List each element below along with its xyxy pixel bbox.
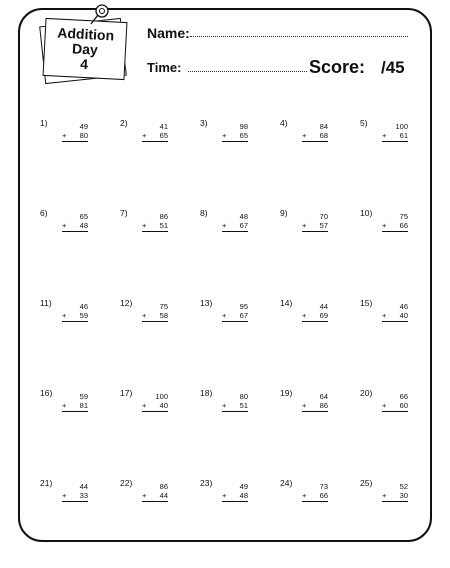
addend-top: 86	[159, 482, 168, 491]
plus-sign: +	[222, 401, 227, 410]
problem-number: 20)	[360, 388, 373, 398]
addend-bottom	[302, 131, 328, 142]
addend-top: 44	[79, 482, 88, 491]
plus-sign: +	[382, 221, 387, 230]
plus-sign: +	[382, 311, 387, 320]
addend-top: 48	[239, 212, 248, 221]
addend-bottom	[382, 311, 408, 322]
problem-number: 24)	[280, 478, 293, 488]
plus-sign: +	[222, 491, 227, 500]
addend-top: 65	[79, 212, 88, 221]
plus-sign: +	[302, 221, 307, 230]
addend-bottom-value: 61	[399, 131, 408, 140]
addend-top: 46	[79, 302, 88, 311]
problem-number: 18)	[200, 388, 213, 398]
problem-item	[120, 298, 200, 388]
addend-bottom	[302, 311, 328, 322]
addend-top: 84	[319, 122, 328, 131]
addend-bottom	[142, 491, 168, 502]
problem-number: 14)	[280, 298, 293, 308]
problem-grid	[40, 118, 420, 518]
problem-number: 25)	[360, 478, 373, 488]
addend-bottom	[222, 491, 248, 502]
plus-sign: +	[142, 401, 147, 410]
addend-bottom-value: 44	[159, 491, 168, 500]
problem-item	[40, 298, 120, 388]
plus-sign: +	[62, 491, 67, 500]
addend-top: 49	[239, 482, 248, 491]
problem-number: 4)	[280, 118, 288, 128]
addend-top: 49	[79, 122, 88, 131]
addend-bottom-value: 80	[79, 131, 88, 140]
plus-sign: +	[222, 131, 227, 140]
plus-sign: +	[302, 401, 307, 410]
problem-number: 5)	[360, 118, 368, 128]
plus-sign: +	[62, 221, 67, 230]
addend-bottom-value: 48	[79, 221, 88, 230]
problem-number: 1)	[40, 118, 48, 128]
addend-bottom	[302, 221, 328, 232]
addend-bottom-value: 81	[79, 401, 88, 410]
addend-bottom	[142, 221, 168, 232]
problem-item	[40, 388, 120, 478]
problem-number: 6)	[40, 208, 48, 218]
problem-number: 3)	[200, 118, 208, 128]
problem-number: 22)	[120, 478, 133, 488]
addend-top: 59	[79, 392, 88, 401]
addend-top: 86	[159, 212, 168, 221]
problem-item	[360, 388, 440, 478]
addend-top: 41	[159, 122, 168, 131]
title-line-2: Day	[71, 39, 99, 58]
addend-bottom-value: 57	[319, 221, 328, 230]
time-label: Time:	[147, 60, 182, 75]
score-label: Score:	[309, 57, 366, 77]
problem-number: 10)	[360, 208, 373, 218]
addend-bottom-value: 51	[159, 221, 168, 230]
problem-number: 12)	[120, 298, 133, 308]
addend-top: 70	[319, 212, 328, 221]
problem-number: 19)	[280, 388, 293, 398]
addend-bottom	[62, 491, 88, 502]
time-field[interactable]	[188, 71, 307, 72]
pushpin-icon	[88, 3, 112, 27]
addend-bottom-value: 40	[159, 401, 168, 410]
title-card	[43, 18, 128, 80]
addend-bottom-value: 59	[79, 311, 88, 320]
problem-item	[280, 298, 360, 388]
addend-bottom	[222, 131, 248, 142]
addend-bottom	[382, 491, 408, 502]
problem-number: 11)	[40, 298, 52, 308]
addend-bottom	[62, 311, 88, 322]
problem-item	[120, 118, 200, 208]
problem-item	[280, 208, 360, 298]
addend-bottom-value: 33	[79, 491, 88, 500]
addend-bottom-value: 51	[239, 401, 248, 410]
addend-top: 73	[319, 482, 328, 491]
problem-number: 8)	[200, 208, 208, 218]
addend-bottom-value: 66	[399, 221, 408, 230]
problem-item	[360, 478, 440, 568]
addend-top: 100	[395, 122, 408, 131]
addend-bottom-value: 69	[319, 311, 328, 320]
addend-bottom	[142, 311, 168, 322]
problem-number: 9)	[280, 208, 288, 218]
plus-sign: +	[62, 401, 67, 410]
plus-sign: +	[222, 221, 227, 230]
plus-sign: +	[142, 311, 147, 320]
addend-bottom	[222, 221, 248, 232]
addend-bottom-value: 65	[159, 131, 168, 140]
addend-bottom	[302, 491, 328, 502]
problem-number: 21)	[40, 478, 53, 488]
problem-item	[40, 208, 120, 298]
plus-sign: +	[382, 131, 387, 140]
problem-item	[120, 478, 200, 568]
problem-number: 17)	[120, 388, 133, 398]
plus-sign: +	[302, 131, 307, 140]
addend-bottom-value: 40	[399, 311, 408, 320]
addend-bottom	[62, 221, 88, 232]
plus-sign: +	[62, 311, 67, 320]
problem-number: 2)	[120, 118, 128, 128]
plus-sign: +	[302, 311, 307, 320]
addend-bottom-value: 65	[239, 131, 248, 140]
addend-top: 75	[399, 212, 408, 221]
plus-sign: +	[222, 311, 227, 320]
problem-item	[200, 388, 280, 478]
addend-bottom	[142, 131, 168, 142]
title-line-1: Addition	[57, 24, 115, 43]
addend-top: 98	[239, 122, 248, 131]
addend-bottom	[382, 401, 408, 412]
problem-number: 16)	[40, 388, 53, 398]
addend-bottom	[62, 131, 88, 142]
score-total: /45	[381, 58, 405, 77]
addend-bottom-value: 30	[399, 491, 408, 500]
problem-number: 15)	[360, 298, 373, 308]
addend-bottom-value: 67	[239, 311, 248, 320]
problem-item	[200, 208, 280, 298]
plus-sign: +	[142, 491, 147, 500]
addend-bottom-value: 67	[239, 221, 248, 230]
plus-sign: +	[142, 131, 147, 140]
problem-item	[200, 478, 280, 568]
addend-bottom	[222, 311, 248, 322]
problem-number: 7)	[120, 208, 128, 218]
addend-top: 46	[399, 302, 408, 311]
addend-top: 44	[319, 302, 328, 311]
problem-item	[360, 298, 440, 388]
problem-item	[360, 208, 440, 298]
problem-item	[360, 118, 440, 208]
plus-sign: +	[302, 491, 307, 500]
problem-item	[280, 388, 360, 478]
addend-bottom-value: 58	[159, 311, 168, 320]
addend-top: 75	[159, 302, 168, 311]
name-field[interactable]	[190, 36, 408, 37]
addend-bottom	[382, 131, 408, 142]
problem-item	[200, 298, 280, 388]
addend-top: 64	[319, 392, 328, 401]
addend-top: 100	[155, 392, 168, 401]
addend-top: 66	[399, 392, 408, 401]
addend-top: 52	[399, 482, 408, 491]
problem-item	[200, 118, 280, 208]
addend-bottom-value: 48	[239, 491, 248, 500]
name-label: Name:	[147, 25, 190, 41]
addend-bottom	[142, 401, 168, 412]
plus-sign: +	[382, 491, 387, 500]
addend-bottom	[62, 401, 88, 412]
problem-item	[280, 118, 360, 208]
addend-bottom	[302, 401, 328, 412]
addend-bottom	[222, 401, 248, 412]
plus-sign: +	[142, 221, 147, 230]
addend-top: 80	[239, 392, 248, 401]
problem-item	[40, 478, 120, 568]
plus-sign: +	[62, 131, 67, 140]
plus-sign: +	[382, 401, 387, 410]
problem-item	[120, 208, 200, 298]
problem-number: 13)	[200, 298, 213, 308]
problem-item	[120, 388, 200, 478]
title-line-3: 4	[79, 55, 89, 72]
problem-item	[280, 478, 360, 568]
addend-top: 95	[239, 302, 248, 311]
problem-item	[40, 118, 120, 208]
addend-bottom-value: 66	[319, 491, 328, 500]
addend-bottom	[382, 221, 408, 232]
problem-number: 23)	[200, 478, 213, 488]
addend-bottom-value: 60	[399, 401, 408, 410]
addend-bottom-value: 86	[319, 401, 328, 410]
addend-bottom-value: 68	[319, 131, 328, 140]
